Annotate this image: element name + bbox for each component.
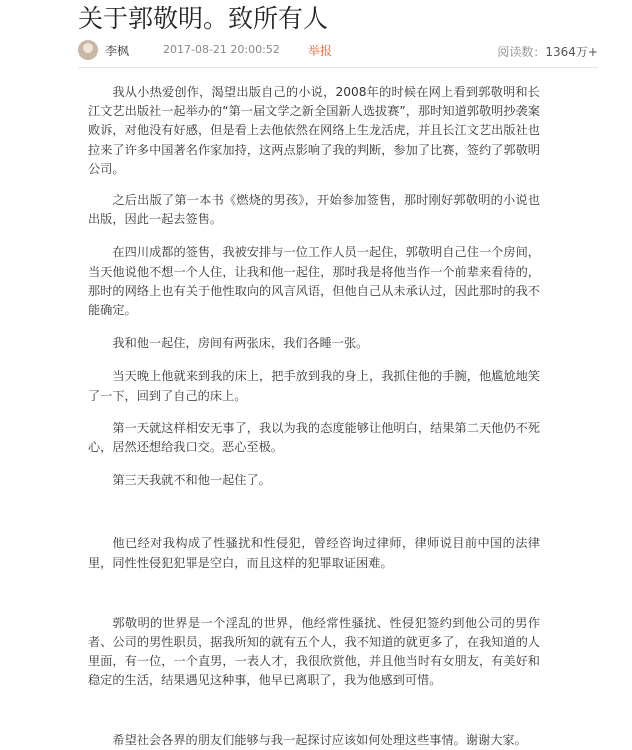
article-body [88,83,540,750]
header-divider [78,67,598,68]
paragraph: 当天晚上他就来到我的床上，把手放到我的身上，我抓住他的手腕，他尴尬地笑了一下，回到了自己的床上。 [88,369,540,403]
read-count-label: 阅读数： [497,45,546,59]
publish-date: 2017-08-21 20:00:52 [163,43,280,56]
paragraph: 我从小热爱创作，渴望出版自己的小说，2008年的时候在网上看到郭敬明和长江文艺出版社一起举办的“第一届文学之新全国新人选拔赛”，那时知道郭敬明抄袭案败诉，对他没有好感，但是看上去他依然在网络上生龙活虎，并且长江文艺出版社也拉来了许多中国著名作家加持，这两点影响了我的判断，参加了比赛，签约了郭敬明公司。 [88,85,540,176]
avatar[interactable] [78,40,98,60]
read-count-value: 1364万+ [545,45,598,59]
author-name[interactable]: 李枫 [105,44,130,58]
paragraph: 他已经对我构成了性骚扰和性侵犯，曾经咨询过律师，律师说目前中国的法律里，同性性侵犯犯罪是空白，而且这样的犯罪取证困难。 [88,536,540,570]
paragraph: 之后出版了第一本书《燃烧的男孩》，开始参加签售，那时刚好郭敬明的小说也出版，因此一起去签售。 [88,193,540,227]
paragraph: 郭敬明的世界是一个淫乱的世界，他经常性骚扰、性侵犯签约到他公司的男作者、公司的男性职员，据我所知的就有五个人，我不知道的就更多了，在我知道的人里面，有一位，一个直男，一表人才，我很欣赏他，并且他当时有女朋友，有美好和稳定的生活，结果遇见这种事，他早已离职了，我为他感到可惜。 [88,615,540,688]
article-meta [78,40,598,62]
paragraph: 第三天我就不和他一起住了。 [112,473,271,488]
paragraph: 希望社会各界的朋友们能够与我一起探讨应该如何处理这些事情。谢谢大家。 [112,732,527,747]
paragraph: 第一天就这样相安无事了，我以为我的态度能够让他明白，结果第二天他仍不死心，居然还想给我口交。恶心至极。 [88,420,540,455]
paragraph: 我和他一起住，房间有两张床，我们各睡一张。 [112,336,369,351]
paragraph: 在四川成都的签售，我被安排与一位工作人员一起住，郭敬明自己住一个房间，当天他说他不想一个人住，让我和他一起住，那时我是将他当作一个前辈来看待的，那时的网络上也有关于他性取向的风言风语，但他自己从未承认过，因此那时的我不能确定。 [88,245,540,318]
read-count [497,43,598,60]
article-title: 关于郭敬明。致所有人 [78,4,329,33]
report-link[interactable]: 举报 [308,44,333,58]
